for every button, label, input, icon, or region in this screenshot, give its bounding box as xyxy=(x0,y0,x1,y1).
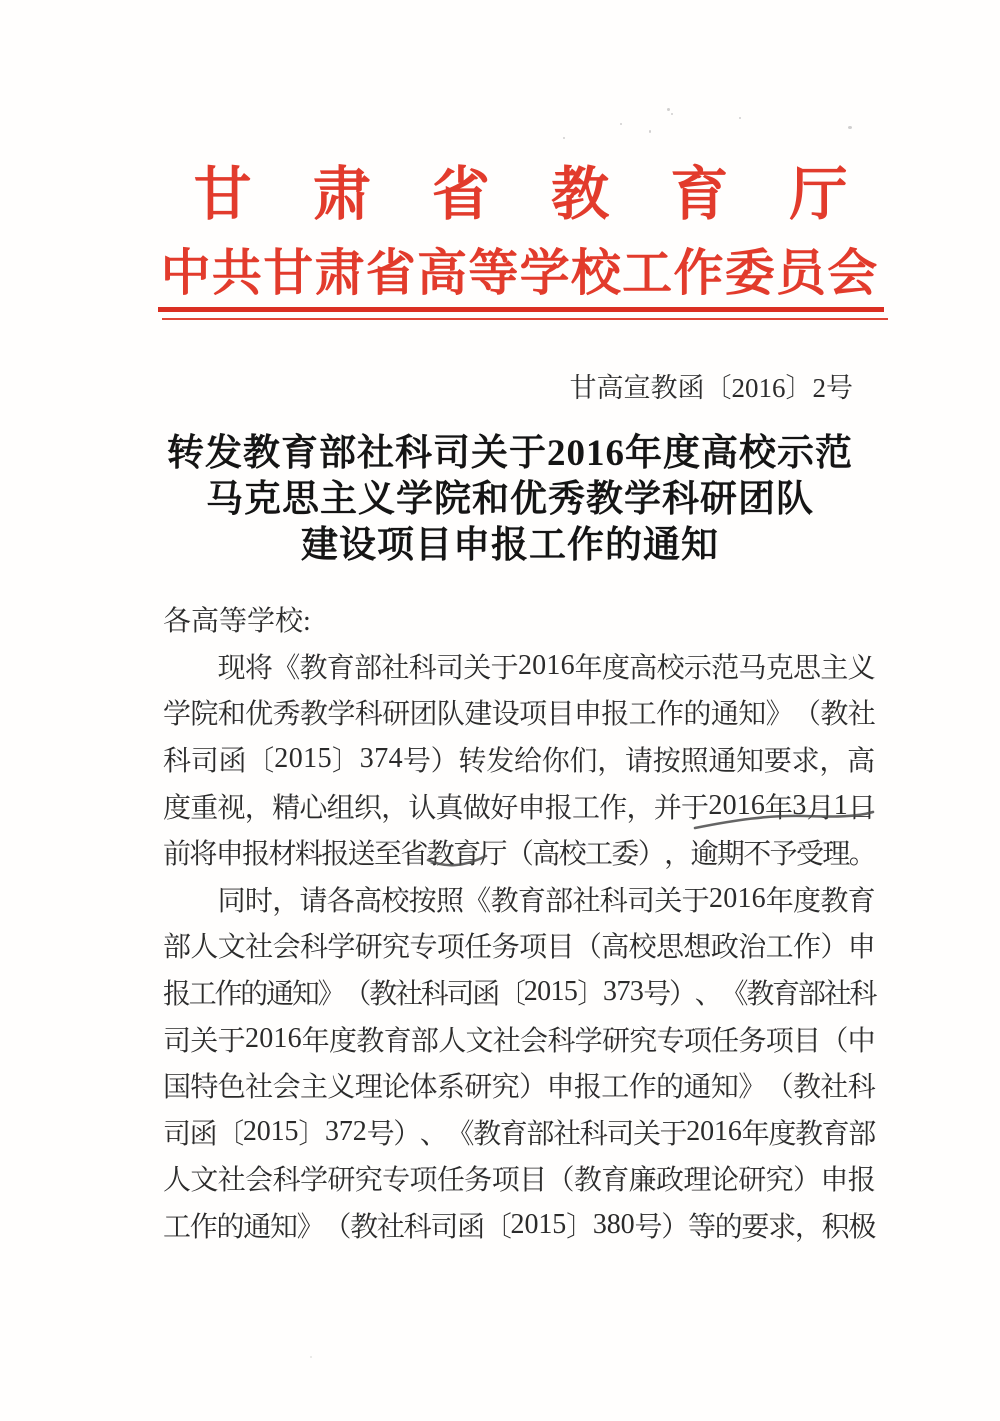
body-line: 同 时 ， 请 各 高 校 按 照 《 教 育 部 社 科 司 关 于 2 0 1 6 年 度 教 育 xyxy=(217,882,876,917)
body-line: 国 特 色 社 会 主 义 理 论 体 系 研 究 ） 申 报 工 作 的 通 知 》 （ 教 社 科 xyxy=(163,1072,876,1104)
salutation: 各高等学校: xyxy=(163,606,311,638)
body-line: 部 人 文 社 会 科 学 研 究 专 项 任 务 项 目 （ 高 校 思 想 政 治 工 作 ） 申 xyxy=(163,932,876,964)
body-line: 前 将 申 报 材 料 报 送 至 省 教 育 厅 （ 高 校 工 委 ） ， 逾 期 不 予 受 理 。 xyxy=(163,839,877,871)
body-line: 司 关 于 2 0 1 6 年 度 教 育 部 人 文 社 会 科 学 研 究 专 项 任 务 项 目 （ 中 xyxy=(163,1022,876,1057)
body-line: 科 司 函 〔 2 0 1 5 〕 3 7 4 号 ） 转 发 给 你 们 ， 请 按 照 通 知 要 求 ， 高 xyxy=(163,743,876,778)
scan-speck xyxy=(671,113,673,115)
body-line: 学 院 和 优 秀 教 学 科 研 团 队 建 设 项 目 申 报 工 作 的 通 知 》 （ 教 社 xyxy=(163,699,876,731)
notice-title-line-1: 转发教育部社科司关于2016年度高校示范 xyxy=(167,433,853,474)
body-line: 度 重 视 ， 精 心 组 织 ， 认 真 做 好 申 报 工 作 ， 并 于 2 0 1 6 年 3 月 1 日 xyxy=(163,789,876,824)
scan-speck xyxy=(848,126,852,129)
notice-title xyxy=(143,431,877,569)
letterhead-separator-thick xyxy=(158,307,884,312)
scan-speck xyxy=(649,130,651,133)
notice-body xyxy=(163,596,878,1248)
body-line: 报 工 作 的 通 知 》 （ 教 社 科 司 函 〔 2 0 1 5 〕 3 7 3 号 ） 、 《 教 育 部 社 科 xyxy=(163,976,878,1011)
scan-speck xyxy=(667,108,670,111)
notice-title-line-3: 建设项目申报工作的通知 xyxy=(301,525,719,566)
notice-title-line-2: 马克思主义学院和优秀教学科研团队 xyxy=(206,479,814,520)
scan-speck xyxy=(310,1356,312,1358)
letterhead-org-line-1: 甘 肃 省 教 育 厅 xyxy=(193,162,848,227)
body-line: 现 将 《 教 育 部 社 科 司 关 于 2 0 1 6 年 度 高 校 示 范 马 克 思 主 义 xyxy=(217,649,876,684)
body-line: 工 作 的 通 知 》 （ 教 社 科 司 函 〔 2 0 1 5 〕 3 8 0 号 ） 等 的 要 求 ， 积 极 xyxy=(163,1209,877,1244)
body-line: 人 文 社 会 科 学 研 究 专 项 任 务 项 目 （ 教 育 廉 政 理 论 研 究 ） 申 报 xyxy=(163,1165,876,1197)
letterhead-separator-thin xyxy=(162,318,888,320)
scan-speck xyxy=(563,137,565,139)
letterhead-org-line-2: 中 共 甘 肃 省 高 等 学 校 工 作 委 员 会 xyxy=(160,245,878,301)
scan-speck xyxy=(620,123,622,125)
body-line: 司 函 〔 2 0 1 5 〕 3 7 2 号 ） 、 《 教 育 部 社 科 司 关 于 2 0 1 6 年 度 教 育 部 xyxy=(163,1115,877,1150)
scan-speck xyxy=(739,117,741,119)
doc-number: 甘高宣教函〔2016〕2号 xyxy=(569,373,853,403)
